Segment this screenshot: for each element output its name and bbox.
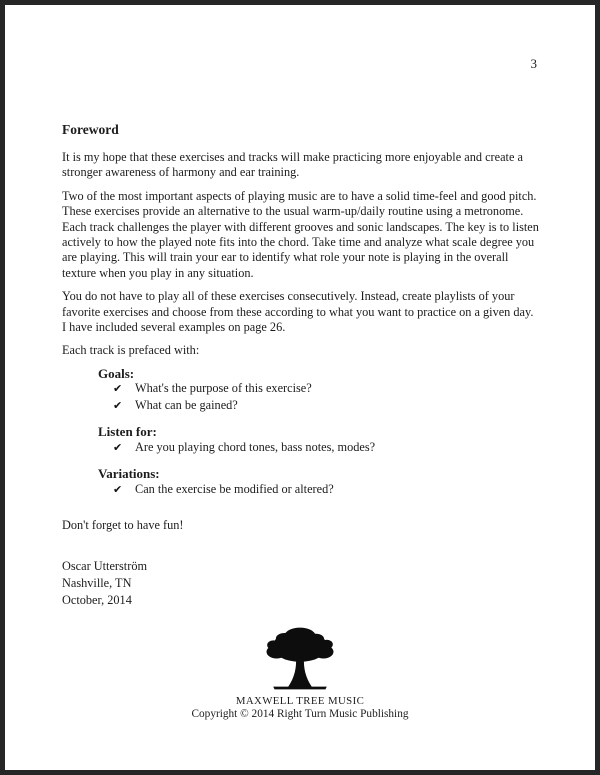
section-listen-for <box>98 424 539 456</box>
signature-date: October, 2014 <box>62 592 132 607</box>
closing-line: Don't forget to have fun! <box>62 518 184 533</box>
list-item <box>113 482 539 499</box>
publisher-name: MAXWELL TREE MUSIC <box>235 694 365 707</box>
footer <box>5 625 595 722</box>
list-item <box>113 398 539 415</box>
page-content <box>5 122 595 609</box>
copyright-line: Copyright © 2014 Right Turn Music Publishing <box>191 707 409 720</box>
section-variations-heading: Variations: <box>98 466 160 482</box>
paragraph-3: You do not have to play all of these exercises consecutively. Instead, create playlists of your favorite exercises and choose from these according to what you want to practice on a given day. I have included several examples on page 26. <box>62 289 534 335</box>
list-item-text: What can be gained? <box>135 397 238 412</box>
section-goals <box>98 366 539 415</box>
signature-city: Nashville, TN <box>62 575 132 590</box>
list-item-text: What's the purpose of this exercise? <box>135 381 312 396</box>
checkmark-icon: ✔ <box>113 399 123 412</box>
list-item <box>113 381 539 398</box>
list-item-text: Are you playing chord tones, bass notes, modes? <box>135 439 376 454</box>
checkmark-icon: ✔ <box>113 383 123 396</box>
paragraph-2: Two of the most important aspects of playing music are to have a solid time-feel and good pitch. These exercises provide an alternative to the usual warm-up/daily routine using a metronome. Each track challenges the player with different grooves and sonic landscapes. The key is to listen actively to how the played note fits into the chord. Take time and analyze what scale degree you are playing. This will train your ear to identify what role your note is playing in the overall texture when you play in any situation. <box>62 188 539 280</box>
tree-icon <box>258 625 342 692</box>
foreword-heading: Foreword <box>62 122 119 137</box>
paragraph-intro: Each track is prefaced with: <box>62 343 200 358</box>
signature-block <box>62 558 539 609</box>
section-goals-heading: Goals: <box>98 365 135 381</box>
section-listen-for-heading: Listen for: <box>98 424 157 440</box>
checkmark-icon: ✔ <box>113 441 123 454</box>
track-preface-sections <box>62 366 539 499</box>
signature-name: Oscar Utterström <box>62 558 148 573</box>
section-variations <box>98 466 539 498</box>
list-item <box>113 440 539 457</box>
page-number: 3 <box>530 56 537 71</box>
list-item-text: Can the exercise be modified or altered? <box>135 481 334 496</box>
checkmark-icon: ✔ <box>113 483 123 496</box>
paragraph-1: It is my hope that these exercises and tracks will make practicing more enjoyable and create a stronger awareness of harmony and ear training. <box>62 150 523 180</box>
